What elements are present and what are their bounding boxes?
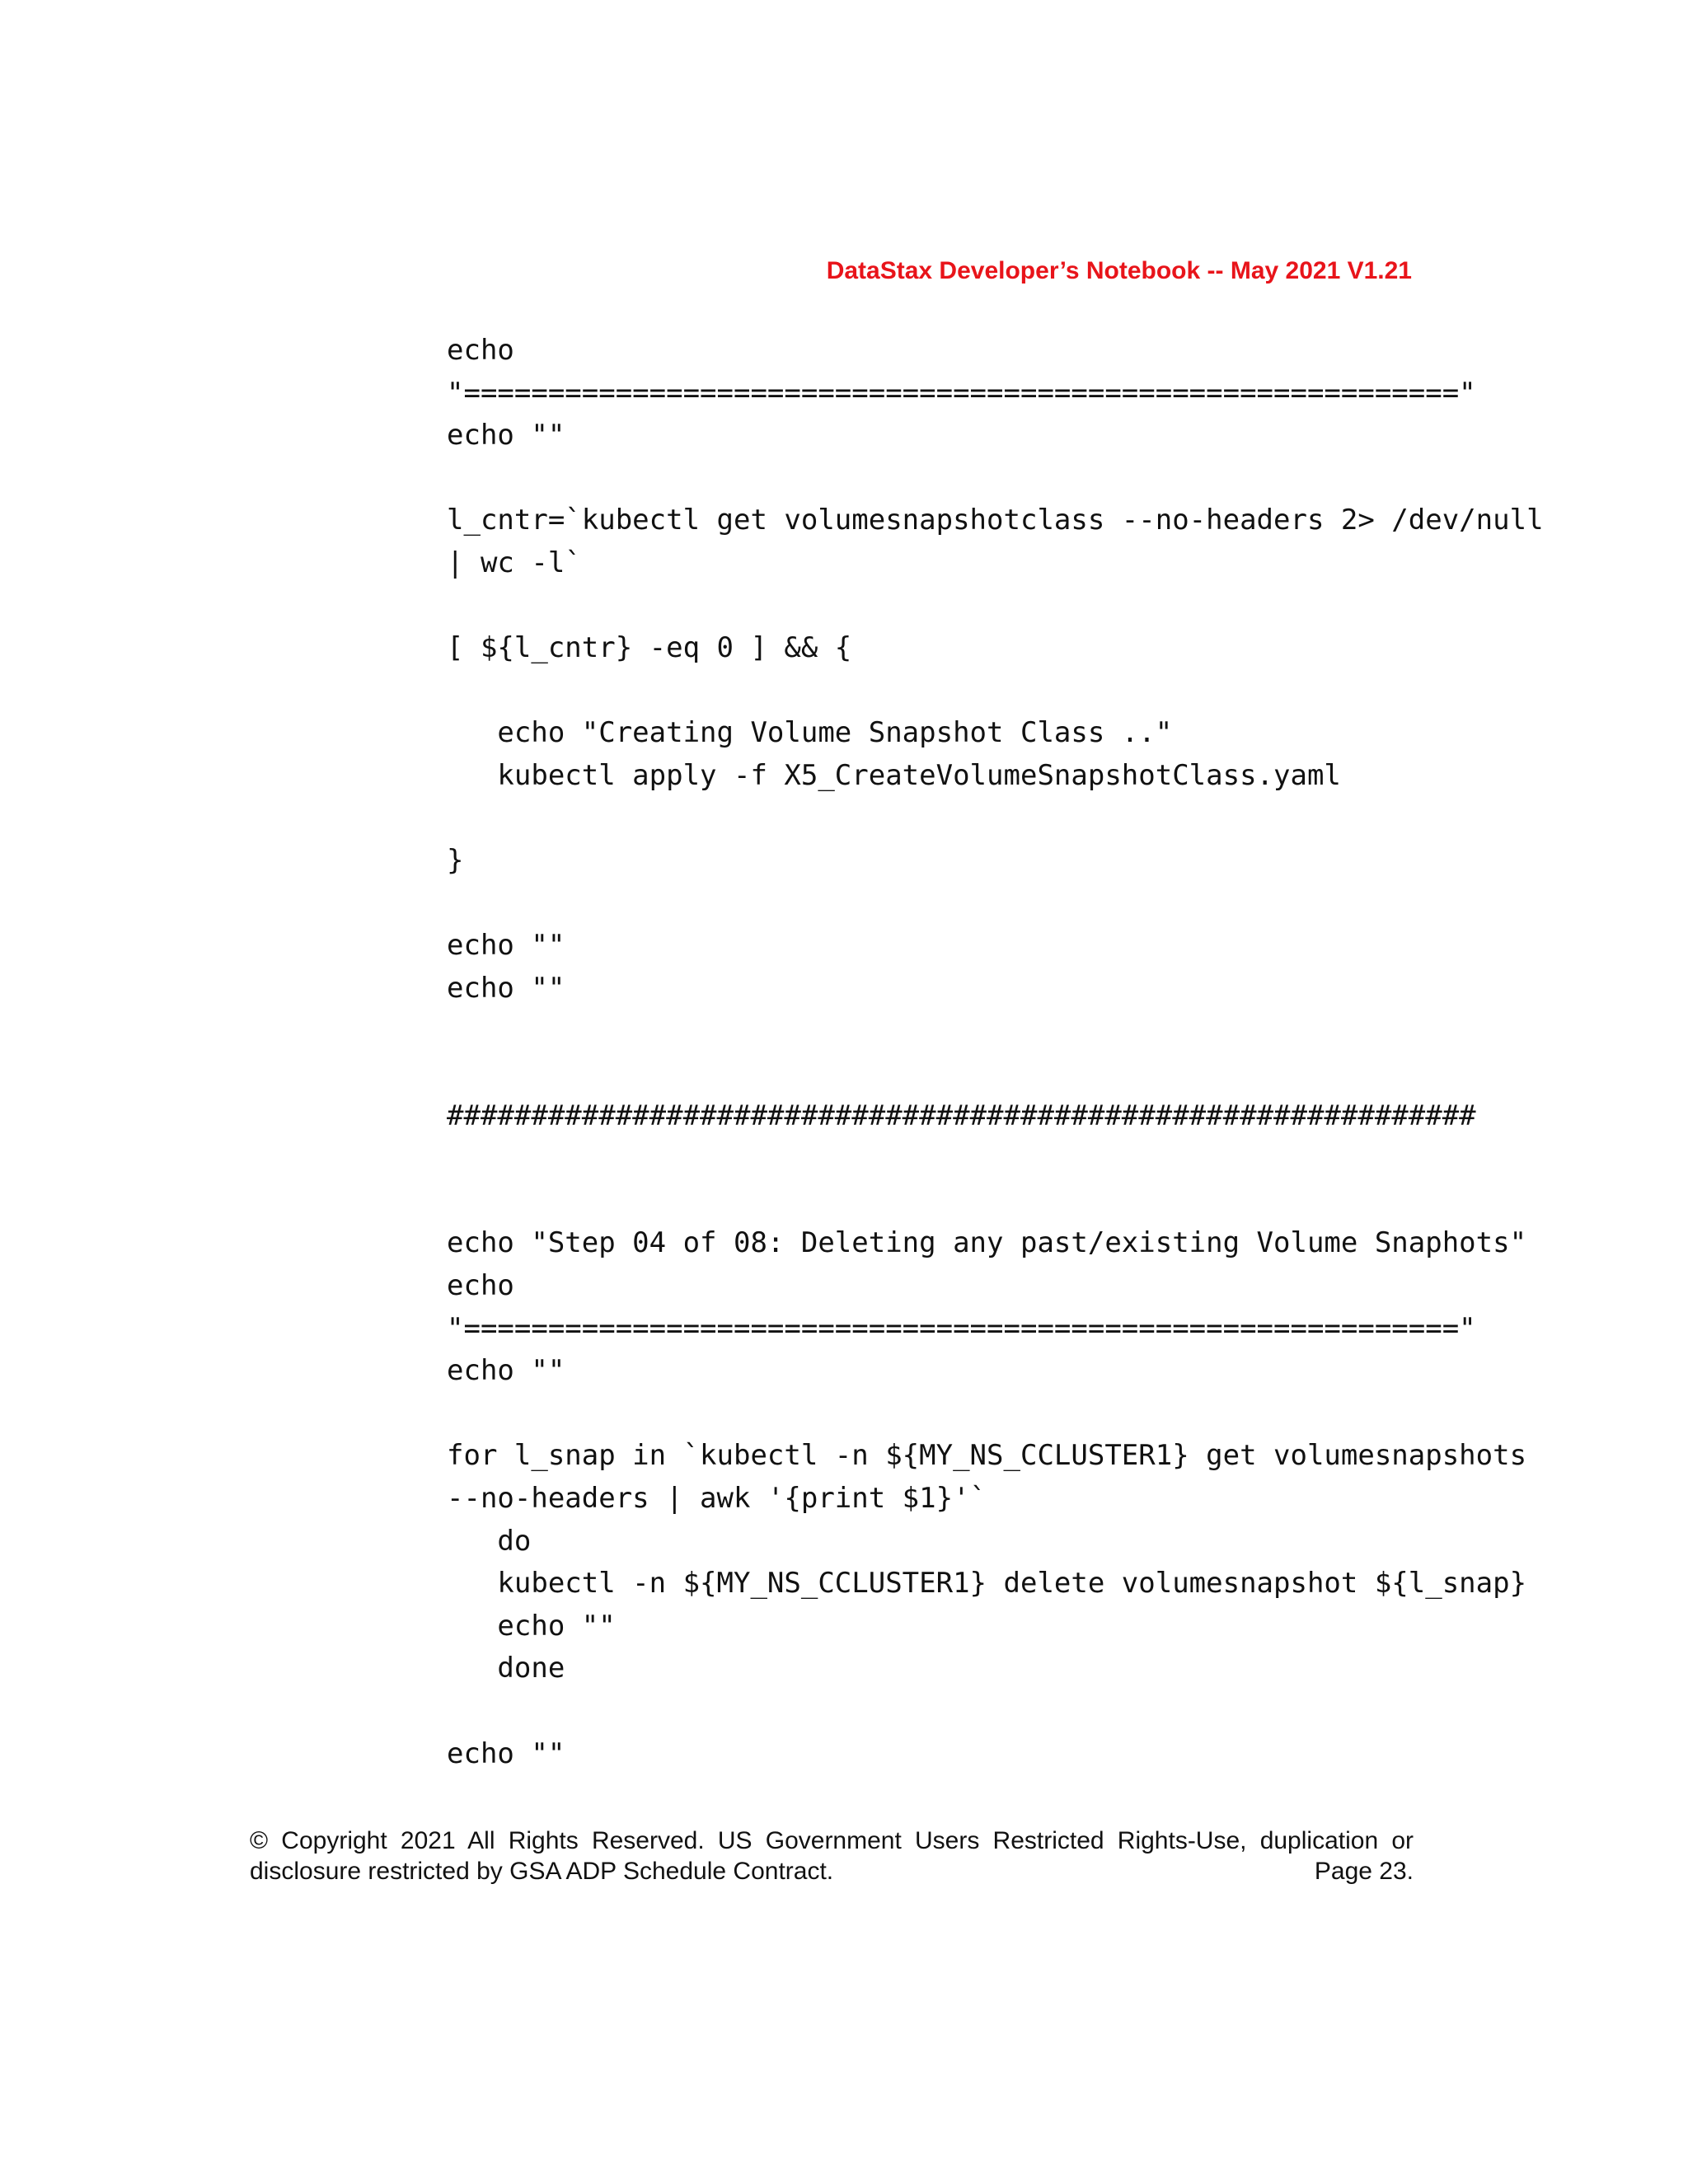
code-line [447,1180,1419,1223]
footer-disclosure: disclosure restricted by GSA ADP Schedule Contract. [250,1858,834,1885]
code-line: echo "" [447,1354,565,1388]
code-line: } [447,844,464,878]
code-line: kubectl -n ${MY_NS_CCLUSTER1} delete volumesnapshot ${l_snap} [447,1567,1527,1601]
code-line [447,1690,1419,1733]
code-line: --no-headers | awk '{print $1}'` [447,1482,987,1516]
footer-copyright: © Copyright 2021 All Rights Reserved. US Government Users Restricted Rights-Use, duplication or [250,1827,1414,1854]
page-footer [250,1825,1414,1886]
code-line: echo "" [447,419,565,452]
code-line [447,1052,1419,1095]
code-line: echo [447,334,514,367]
code-line: [ ${l_cntr} -eq 0 ] && { [447,631,852,665]
code-line [447,585,1419,628]
code-line: kubectl apply -f X5_CreateVolumeSnapshotClass.yaml [447,758,1341,792]
code-line [447,457,1419,500]
code-line [447,798,1419,841]
code-line [447,670,1419,713]
code-line: "===========================================================" [447,376,1476,410]
code-line: "===========================================================" [447,1311,1476,1345]
code-line: echo "Creating Volume Snapshot Class .." [447,716,1173,750]
code-line: echo "" [447,971,565,1005]
code-line [447,883,1419,926]
code-line: ############################################################# [447,1099,1476,1132]
code-line: l_cntr=`kubectl get volumesnapshotclass --no-headers 2> /dev/null [447,504,1544,537]
code-listing [447,330,1544,1775]
code-line: echo "" [447,1609,616,1643]
code-line: done [447,1652,565,1685]
code-line [447,1393,1419,1436]
page-number: Page 23. [1314,1858,1414,1885]
code-line: do [447,1524,532,1558]
code-line [447,1137,1419,1180]
code-line: | wc -l` [447,546,582,579]
code-line: echo "Step 04 of 08: Deleting any past/existing Volume Snaphots" [447,1226,1527,1260]
code-line: echo "" [447,929,565,963]
page-header-title: DataStax Developer’s Notebook -- May 2021 V1.21 [826,257,1412,284]
code-line: for l_snap in `kubectl -n ${MY_NS_CCLUSTER1} get volumesnapshots [447,1439,1527,1473]
footer-second-line [250,1856,1414,1886]
code-line: echo [447,1269,514,1303]
code-line: echo "" [447,1736,565,1770]
code-line [447,1010,1419,1053]
